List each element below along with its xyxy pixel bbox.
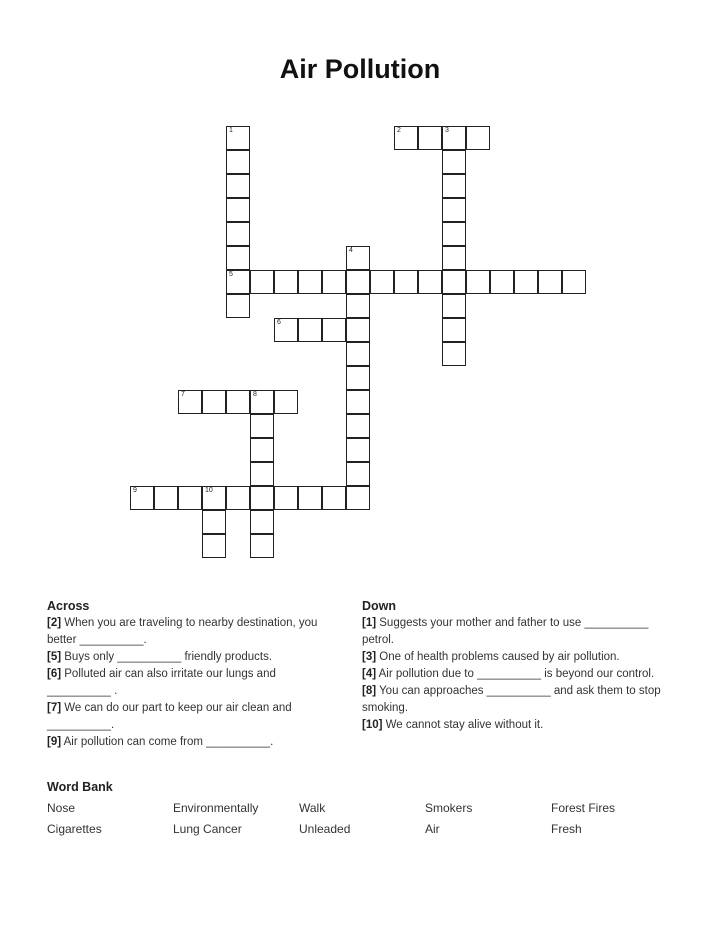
clue-number: 2 [397,127,401,134]
crossword-cell[interactable] [346,342,370,366]
across-clue-7: [7] We can do our part to keep our air clean and __________. [47,702,292,731]
crossword-cell[interactable] [346,390,370,414]
clue-number: 7 [181,391,185,398]
word-bank-word: Walk [299,801,326,815]
crossword-cell[interactable] [226,222,250,246]
word-bank-word: Nose [47,801,76,815]
crossword-cell[interactable] [226,270,250,294]
crossword-cell[interactable] [274,390,298,414]
crossword-cell[interactable] [250,510,274,534]
crossword-cell[interactable] [202,486,226,510]
crossword-cell[interactable] [226,126,250,150]
crossword-cell[interactable] [250,534,274,558]
across-clue-6: [6] Polluted air can also irritate our lungs and __________ . [47,668,276,697]
crossword-cell[interactable] [322,270,346,294]
crossword-cell[interactable] [346,246,370,270]
crossword-cell[interactable] [442,174,466,198]
crossword-cell[interactable] [346,486,370,510]
clue-number: 9 [133,487,137,494]
crossword-cell[interactable] [442,246,466,270]
crossword-cell[interactable] [442,294,466,318]
crossword-cell[interactable] [322,318,346,342]
crossword-cell[interactable] [346,438,370,462]
crossword-cell[interactable] [274,318,298,342]
crossword-cell[interactable] [442,342,466,366]
crossword-cell[interactable] [442,126,466,150]
crossword-cell[interactable] [202,390,226,414]
across-clues [47,598,342,751]
crossword-cell[interactable] [418,126,442,150]
word-bank-word: Environmentally [173,801,259,815]
crossword-cell[interactable] [250,414,274,438]
crossword-cell[interactable] [538,270,562,294]
crossword-cell[interactable] [346,270,370,294]
crossword-cell[interactable] [298,318,322,342]
crossword-cell[interactable] [298,270,322,294]
clue-number: 8 [253,391,257,398]
crossword-cell[interactable] [442,222,466,246]
crossword-cell[interactable] [202,534,226,558]
crossword-cell[interactable] [346,366,370,390]
down-clue-4: [4] Air pollution due to __________ is beyond our control. [362,668,655,680]
crossword-cell[interactable] [226,390,250,414]
down-heading: Down [362,599,397,613]
crossword-cell[interactable] [250,438,274,462]
crossword-cell[interactable] [250,462,274,486]
crossword-cell[interactable] [322,486,346,510]
crossword-cell[interactable] [562,270,586,294]
crossword-cell[interactable] [226,246,250,270]
crossword-cell[interactable] [274,486,298,510]
crossword-cell[interactable] [250,390,274,414]
crossword-cell[interactable] [394,126,418,150]
word-bank-word: Forest Fires [551,801,616,815]
crossword-cell[interactable] [226,294,250,318]
clue-number: 1 [229,127,233,134]
crossword-cell[interactable] [226,174,250,198]
word-bank-word: Smokers [425,801,473,815]
word-bank-word: Unleaded [299,822,351,836]
word-bank-word: Fresh [551,822,582,836]
across-clue-2: [2] When you are traveling to nearby destination, you better __________. [47,617,318,646]
crossword-cell[interactable] [274,270,298,294]
crossword-cell[interactable] [394,270,418,294]
crossword-cell[interactable] [226,150,250,174]
clue-number: 6 [277,319,281,326]
down-clues [362,598,672,734]
across-clue-9: [9] Air pollution can come from __________. [47,736,274,748]
crossword-cell[interactable] [178,390,202,414]
crossword-cell[interactable] [226,486,250,510]
crossword-cell[interactable] [346,318,370,342]
crossword-cell[interactable] [346,414,370,438]
crossword-cell[interactable] [490,270,514,294]
crossword-cell[interactable] [346,294,370,318]
crossword-cell[interactable] [442,318,466,342]
crossword-cell[interactable] [178,486,202,510]
crossword-cell[interactable] [466,126,490,150]
crossword-cell[interactable] [154,486,178,510]
word-bank-heading: Word Bank [47,780,113,794]
clue-number: 3 [445,127,449,134]
crossword-cell[interactable] [202,510,226,534]
crossword-cell[interactable] [514,270,538,294]
crossword-cell[interactable] [298,486,322,510]
crossword-cell[interactable] [442,198,466,222]
across-clue-5: [5] Buys only __________ friendly products. [47,651,273,663]
word-bank-word: Cigarettes [47,822,102,836]
crossword-cell[interactable] [370,270,394,294]
word-bank [47,800,687,838]
down-clue-8: [8] You can approaches __________ and ask them to stop smoking. [362,685,661,714]
clue-number: 10 [205,487,213,494]
clue-number: 4 [349,247,353,254]
page-title: Air Pollution [279,54,441,84]
down-clue-1: [1] Suggests your mother and father to use __________ petrol. [362,617,649,646]
down-clue-3: [3] One of health problems caused by air pollution. [362,651,620,663]
crossword-cell[interactable] [250,486,274,510]
crossword-cell[interactable] [442,270,466,294]
word-bank-word: Lung Cancer [173,822,242,836]
across-heading: Across [47,599,90,613]
crossword-cell[interactable] [250,270,274,294]
crossword-cell[interactable] [418,270,442,294]
crossword-cell[interactable] [466,270,490,294]
clue-number: 5 [229,271,233,278]
down-clue-10: [10] We cannot stay alive without it. [362,719,544,731]
crossword-cell[interactable] [346,462,370,486]
crossword-cell[interactable] [226,198,250,222]
word-bank-word: Air [425,822,440,836]
crossword-cell[interactable] [130,486,154,510]
crossword-cell[interactable] [442,150,466,174]
